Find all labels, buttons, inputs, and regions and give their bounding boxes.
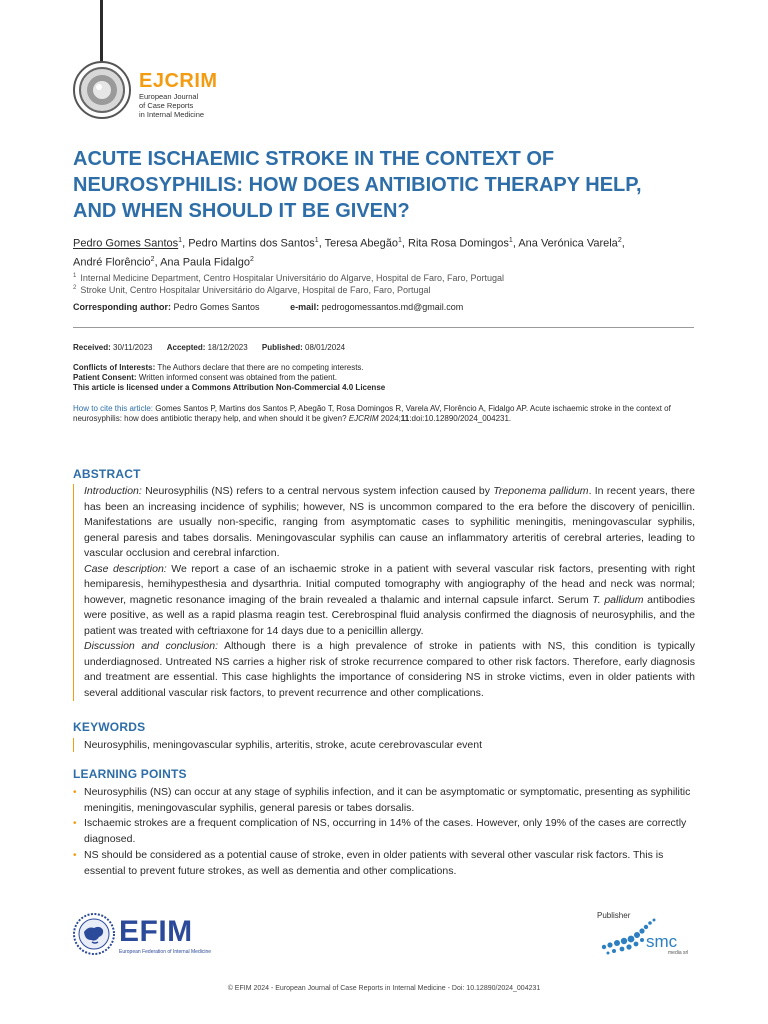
author-affiliation-number: 2 (617, 237, 622, 244)
learning-point-text: Ischaemic strokes are a frequent complication of NS, occurring in 14% of the cases. However, only 19% of the cases are correctly diagnosed. (84, 817, 687, 846)
abstract-discussion (84, 639, 695, 701)
ejcrim-logo-icon (72, 60, 132, 120)
smc-logo-text: smc (646, 932, 678, 951)
smc-logo-sub: media srl (668, 950, 689, 956)
citation-text: Gomes Santos P, Martins dos Santos P, Abegão T, Rosa Domingos R, Varela AV, Florêncio A, Fidalgo AP. Acute ischaemic stroke in the context of neurosyphilis: how does antibiotic therapy help, and when should it be given? (73, 404, 671, 423)
author-affiliation-number: 1 (398, 237, 402, 244)
page-footer: © EFIM 2024 - European Journal of Case Reports in Internal Medicine - Doi: 10.12890/2024_004231 (227, 985, 541, 992)
affiliation-text: Stroke Unit, Centro Hospitalar Universitário do Algarve, Hospital de Faro, Faro, Portugal (80, 285, 431, 295)
case-text: We report a case of an ischaemic stroke in a patient with several vascular risk factors, presenting with right hemiparesis, hemihypesthesia and dysarthria. Initial computed tomography with angiography of the head and neck was normal; however, magnetic resonance imaging of the brain revealed a thalamic and internal capsule infarct. Serum (84, 562, 696, 606)
author-separator: , (182, 237, 189, 250)
consent-text: Written informed consent was obtained from the patient. (138, 373, 337, 382)
title-line: AND WHEN SHOULD IT BE GIVEN? (73, 200, 410, 222)
article-meta (73, 363, 703, 393)
author-affiliation-number: 1 (178, 237, 183, 244)
efim-globe-icon (72, 912, 116, 956)
bullet-icon: • (73, 787, 77, 798)
learning-points-list (73, 785, 695, 879)
received-date: 30/11/2023 (113, 343, 153, 352)
corresponding-name: Pedro Gomes Santos (173, 302, 260, 312)
species-name: T. pallidum (592, 593, 644, 606)
affiliation-number: 2 (73, 285, 77, 291)
author-affiliation-number: 1 (314, 237, 319, 244)
title-line: ACUTE ISCHAEMIC STROKE IN THE CONTEXT OF (73, 148, 555, 170)
bullet-icon: • (73, 849, 77, 861)
author-name: Teresa Abegão (324, 237, 398, 250)
author-affiliation-number: 1 (508, 237, 513, 244)
author-name: André Florêncio (73, 256, 151, 269)
author-list (73, 233, 703, 270)
intro-label: Introduction: (84, 485, 142, 497)
affiliation-number: 1 (73, 273, 77, 279)
journal-full-name-1: European Journal (139, 92, 199, 101)
learning-point-text: NS should be considered as a potential cause of stroke, even in older patients with several other vascular risk factors. This is essential to prevent future strokes, as well as dementia and other complications. (84, 848, 664, 877)
logo-stem (100, 0, 103, 62)
journal-full-name-2: of Case Reports (139, 101, 194, 110)
article-title (73, 146, 703, 224)
author-separator: , (154, 256, 161, 269)
corresponding-author (73, 302, 463, 312)
affiliation (73, 282, 703, 296)
author-separator: , (318, 237, 325, 250)
author-name[interactable]: Pedro Gomes Santos (73, 237, 179, 250)
corresponding-label: Corresponding author: (73, 302, 171, 312)
bullet-icon: • (73, 818, 77, 830)
citation-journal: EJCRIM (348, 414, 379, 423)
abstract-case (84, 562, 695, 640)
citation (73, 404, 698, 424)
list-item (73, 785, 695, 816)
journal-full-name-3: in Internal Medicine (139, 110, 205, 119)
consent-label: Patient Consent: (73, 373, 137, 382)
published-label: Published: (261, 343, 303, 352)
abstract-introduction (84, 484, 695, 562)
divider (73, 327, 694, 328)
author-separator: , (512, 237, 519, 250)
efim-name: EFIM (119, 915, 193, 948)
author-name: Ana Verónica Varela (518, 237, 618, 250)
citation-year: 2024; (380, 414, 401, 423)
published-date: 08/01/2024 (305, 343, 346, 352)
conflicts-text: The Authors declare that there are no competing interests. (157, 363, 364, 372)
author-affiliation-number: 2 (150, 255, 155, 263)
species-name: Treponema pallidum (493, 485, 589, 497)
title-line: NEUROSYPHILIS: HOW DOES ANTIBIOTIC THERAPY HELP, (73, 174, 642, 196)
license-text[interactable]: This article is licensed under a Commons Attribution Non-Commercial 4.0 License (73, 383, 386, 392)
conflicts-label: Conflicts of Interests: (73, 363, 156, 372)
list-item (73, 848, 695, 879)
accepted-date: 18/12/2023 (207, 343, 248, 352)
publisher-label: Publisher (597, 911, 631, 920)
list-item (73, 816, 695, 847)
abstract-heading: ABSTRACT (73, 467, 141, 481)
received-label: Received: (73, 343, 111, 352)
author-separator: , (621, 237, 625, 250)
keywords-heading: KEYWORDS (73, 720, 146, 734)
abstract-body (73, 484, 695, 701)
author-name: Rita Rosa Domingos (408, 237, 509, 250)
author-name: Pedro Martins dos Santos (188, 237, 315, 250)
smc-logo-icon (596, 917, 696, 957)
case-text-cont: antibodies were positive, as well as a rapid plasma reagin test. Cerebrospinal fluid analysis confirmed the diagnosis of neurosyphilis, and the patient was treated with ceftriaxone for 14 days due to a penicillin allergy. (84, 593, 696, 637)
email-label: e-mail: (290, 302, 320, 312)
case-label: Case description: (84, 562, 167, 575)
citation-volume: 11 (400, 414, 410, 423)
efim-fullname: European Federation of Internal Medicine (119, 949, 212, 955)
author-separator: , (401, 237, 409, 250)
accepted-label: Accepted: (166, 343, 206, 352)
affiliation-text: Internal Medicine Department, Centro Hospitalar Universitário do Algarve, Hospital de Faro, Faro, Portugal (80, 273, 505, 283)
discussion-text: Although there is a high prevalence of stroke in patients with NS, this condition is typically underdiagnosed. Untreated NS carries a higher risk of stroke recurrence compared to other risk factors. Therefore, early diagnosis and treatment are essential. This case highlights the importance of considering NS in stroke victims, even in older patients with several additional vascular risk factors, to prevent recurrence and other complications. (84, 640, 695, 699)
citation-label: How to cite this article: (73, 404, 154, 413)
journal-short-name: EJCRIM (139, 70, 218, 92)
keywords-text: Neurosyphilis, meningovascular syphilis, arteritis, stroke, acute cerebrovascular event (73, 738, 695, 752)
journal-logo-text (139, 70, 218, 119)
citation-doi[interactable]: :doi:10.12890/2024_004231. (409, 414, 512, 423)
article-dates (73, 343, 357, 352)
author-affiliation-number: 2 (249, 255, 254, 263)
intro-text: Neurosyphilis (NS) refers to a central nervous system infection caused by (145, 485, 490, 497)
learning-points-heading: LEARNING POINTS (73, 767, 187, 781)
learning-point-text: Neurosyphilis (NS) can occur at any stage of syphilis infection, and it can be asymptomatic or symptomatic, presenting as syphilitic meningitis, meningovascular syphilis, general paresis or tabes dorsalis. (84, 786, 691, 814)
intro-text-cont: . In recent years, there has been an increasing incidence of syphilis; however, NS is uncommon compared to the era before the discovery of penicillin. Manifestations are usually non-specific, ranging from asymptomatic cases to syphilitic meningitis, meningovascular syphilis, general paresis and tabes dorsalis. Meningovascular syphilis can cause an inflammatory arteritis of cerebral arteries, leading to vascular occlusion and cerebral infarction. (84, 485, 696, 559)
author-name: Ana Paula Fidalgo (160, 256, 250, 269)
email-address[interactable]: pedrogomessantos.md@gmail.com (321, 302, 464, 312)
discussion-label: Discussion and conclusion: (84, 640, 219, 652)
